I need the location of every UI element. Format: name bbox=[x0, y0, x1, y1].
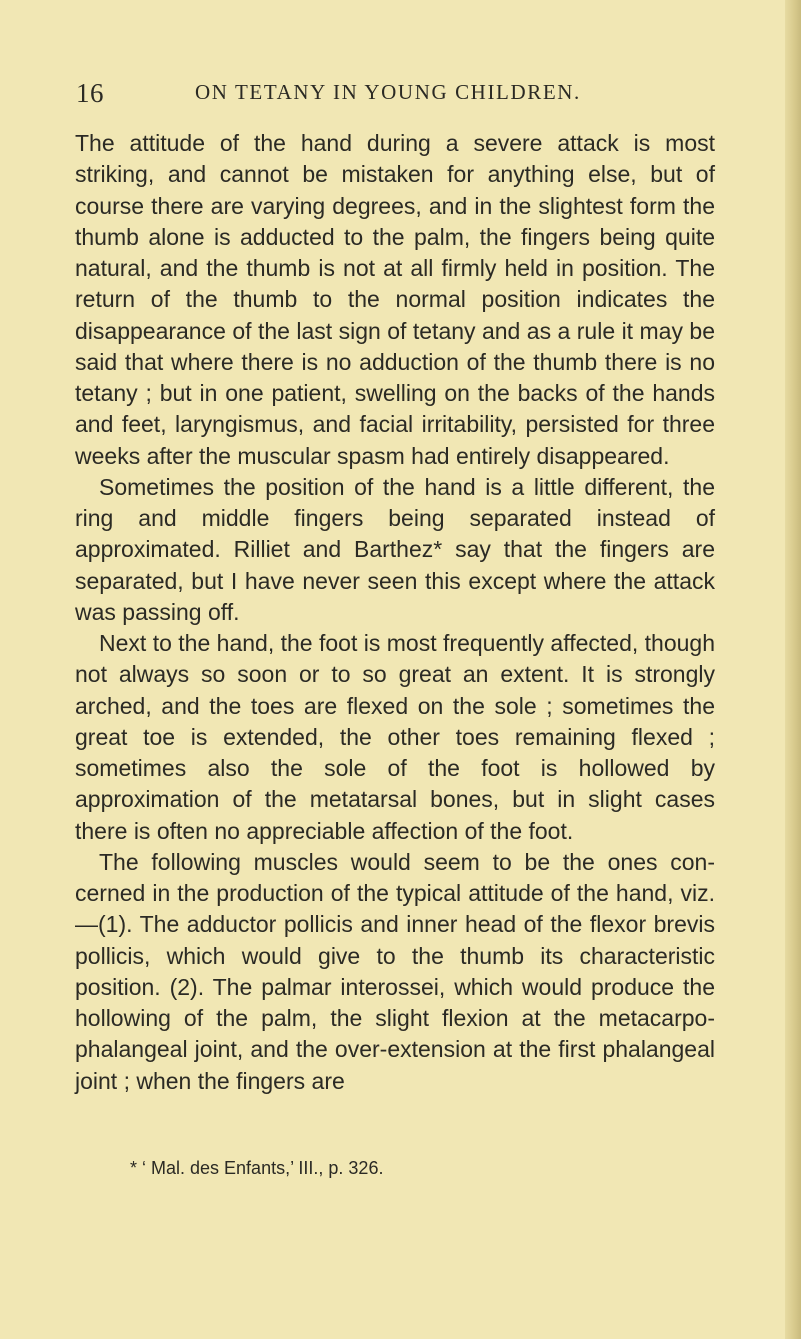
page-edge bbox=[785, 0, 801, 1339]
footnote: * ‘ Mal. des Enfants,’ III., p. 326. bbox=[130, 1158, 384, 1178]
page-header bbox=[76, 78, 716, 112]
paragraph-hand-position: Sometimes the position of the hand is a little different, the ring and middle fingers being separated instead of approximated. Rilliet and Barthez* say that the fingers are separated, but I have never seen this except where the attack was passing off. bbox=[75, 473, 715, 625]
paragraph-muscles: The following muscles would seem to be the ones concerned in the production of the typical attitude of the hand, viz.—(1). The adductor pollicis and inner head of the flexor brevis pollicis, which would give to the thumb its characteristic position. (2). The palmar interossei, which would produce the hollowing of the palm, the slight flexion at the metacarpo-phalangeal joint, and the over-extension at the first phalangeal joint ; when the fingers are bbox=[75, 848, 715, 1094]
paragraph-hand-attitude: The attitude of the hand during a severe attack is most striking, and cannot be mistaken for anything else, but of course there are varying degrees, and in the slightest form the thumb alone is adducted to the palm, the fingers being quite natural, and the thumb is not at all firmly held in position. The return of the thumb to the normal position indicates the disappearance of the last sign of tetany and as a rule it may be said that where there is no adduction of the thumb there is no tetany ; but in one patient, swelling on the backs of the hands and feet, laryngismus, and facial irritability, persisted for three weeks after the muscular spasm had entirely disappeared. bbox=[75, 130, 715, 469]
page-number: 16 bbox=[76, 78, 104, 108]
paragraph-foot: Next to the hand, the foot is most frequently affected, though not always so soon or to so great an extent. It is strongly arched, and the toes are flexed on the sole ; sometimes the great toe is extended, the other toes remaining flexed ; sometimes also the sole of the foot is hollowed by approximation of the metatarsal bones, but in slight cases there is often no appreciable affection of the foot. bbox=[75, 630, 715, 844]
running-title: ON TETANY IN YOUNG CHILDREN. bbox=[195, 80, 581, 104]
body-text bbox=[75, 128, 715, 1097]
